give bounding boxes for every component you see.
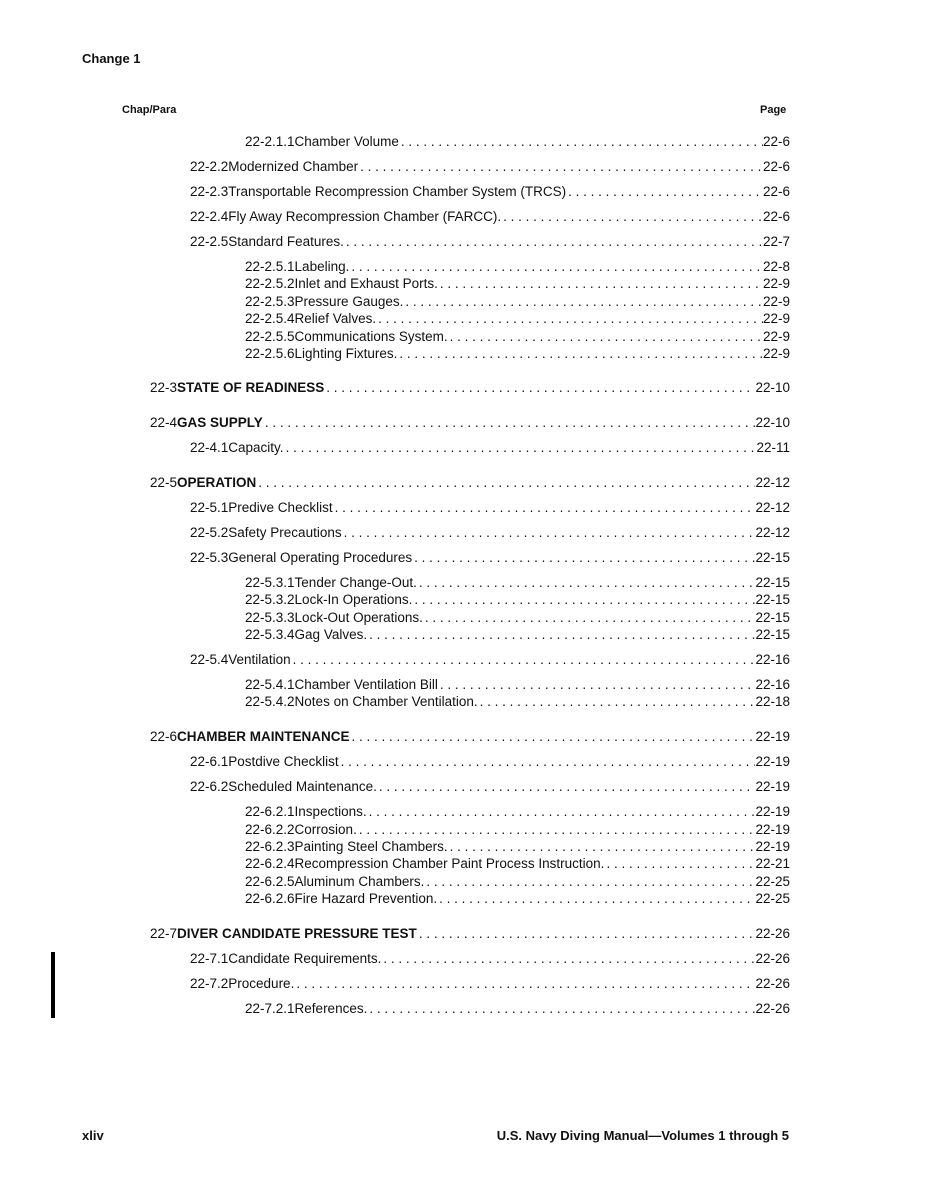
toc-entry-page: 22-10 — [755, 380, 790, 395]
toc-entry-title: Corrosion. — [294, 822, 357, 837]
toc-entry-number: 22-5.4.2 — [245, 694, 295, 709]
toc-entry-title: Modernized Chamber — [228, 159, 359, 174]
toc-entry-page: 22-16 — [755, 677, 790, 692]
dot-leader — [412, 591, 755, 609]
dot-leader — [367, 626, 755, 644]
toc-entry-title: Chamber Volume — [294, 134, 399, 149]
toc-entry-number: 22-2.5 — [190, 234, 229, 249]
dot-leader — [367, 1000, 755, 1018]
toc-entry-number: 22-6.2.5 — [245, 874, 295, 889]
toc-entry-page: 22-19 — [755, 839, 790, 854]
dot-leader — [399, 133, 763, 151]
toc-entry-page: 22-12 — [755, 475, 790, 490]
toc-entry[interactable] — [150, 474, 790, 492]
toc-entry-number: 22-5.3 — [190, 550, 229, 565]
footer-title: U.S. Navy Diving Manual—Volumes 1 through 5 — [496, 1128, 789, 1143]
toc-entry-title: Labeling. — [294, 259, 350, 274]
toc-entry-number: 22-6.1 — [190, 754, 229, 769]
dot-leader — [350, 728, 756, 746]
toc-entry-page: 22-19 — [755, 804, 790, 819]
toc-entry[interactable] — [245, 676, 790, 694]
toc-entry-title: Lock-Out Operations. — [294, 610, 423, 625]
toc-entry-title: Procedure. — [228, 976, 295, 991]
toc-entry-page: 22-9 — [762, 276, 790, 291]
toc-entry-title: OPERATION — [177, 475, 257, 490]
toc-entry-title: Relief Valves. — [294, 311, 377, 326]
dot-leader — [367, 803, 756, 821]
toc-entry-title: DIVER CANDIDATE PRESSURE TEST — [177, 926, 417, 941]
dot-leader — [357, 821, 756, 839]
toc-entry-page: 22-15 — [755, 575, 790, 590]
toc-entry-title: Pressure Gauges. — [294, 294, 404, 309]
dot-leader — [381, 950, 755, 968]
toc-entry-title: Aluminum Chambers. — [294, 874, 425, 889]
toc-entry-title: Fire Hazard Prevention. — [294, 891, 438, 906]
toc-entry[interactable] — [245, 310, 790, 328]
toc-entry-title: Notes on Chamber Ventilation. — [294, 694, 478, 709]
toc-entry-number: 22-4.1 — [190, 440, 229, 455]
toc-entry-number: 22-4 — [150, 415, 178, 430]
toc-entry[interactable] — [190, 233, 790, 251]
toc-entry-number: 22-6 — [150, 729, 178, 744]
toc-entry[interactable] — [245, 345, 790, 363]
dot-leader — [448, 838, 756, 856]
dot-leader — [438, 676, 756, 694]
toc-entry-page: 22-15 — [755, 550, 790, 565]
toc-entry-number: 22-7.2 — [190, 976, 229, 991]
toc-entry-number: 22-2.5.6 — [245, 346, 295, 361]
dot-leader — [333, 499, 756, 517]
dot-leader — [448, 328, 763, 346]
dot-leader — [478, 693, 756, 711]
toc-entry-number: 22-5.3.3 — [245, 610, 295, 625]
toc-entry-page: 22-6 — [762, 209, 790, 224]
toc-entry[interactable] — [190, 549, 790, 567]
toc-entry-title: Scheduled Maintenance. — [228, 779, 377, 794]
toc-entry-page: 22-15 — [755, 610, 790, 625]
dot-leader — [256, 474, 755, 492]
toc-entry[interactable] — [190, 499, 790, 517]
toc-entry-page: 22-21 — [755, 856, 790, 871]
toc-entry-title: Transportable Recompression Chamber System (TRCS) — [228, 184, 567, 199]
toc-entry-number: 22-5.3.4 — [245, 627, 295, 642]
toc-entry[interactable] — [245, 1000, 790, 1018]
dot-leader — [376, 310, 763, 328]
toc-entry-number: 22-2.1.1 — [245, 134, 295, 149]
toc-entry-page: 22-19 — [755, 779, 790, 794]
toc-entry-title: Communications System. — [294, 329, 448, 344]
toc-entry-number: 22-7.2.1 — [245, 1001, 295, 1016]
toc-entry-page: 22-19 — [755, 729, 790, 744]
footer-page-number: xliv — [82, 1128, 104, 1143]
toc-entry-page: 22-26 — [755, 976, 790, 991]
toc-entry-title: Lock-In Operations. — [294, 592, 413, 607]
toc-entry-page: 22-25 — [755, 874, 790, 889]
toc-entry[interactable] — [245, 838, 790, 856]
change-bar — [51, 952, 55, 1018]
toc-entry[interactable] — [150, 379, 790, 397]
dot-leader — [344, 233, 763, 251]
dot-leader — [263, 414, 756, 432]
toc-entry[interactable] — [245, 293, 790, 311]
toc-entry[interactable] — [245, 890, 790, 908]
toc-entry-title: General Operating Procedures — [228, 550, 413, 565]
toc-entry-number: 22-6.2.4 — [245, 856, 295, 871]
toc-entry-title: References. — [294, 1001, 368, 1016]
toc-entry-title: GAS SUPPLY — [177, 415, 263, 430]
dot-leader — [417, 925, 756, 943]
toc-entry-number: 22-5.3.2 — [245, 592, 295, 607]
toc-entry[interactable] — [245, 258, 790, 276]
toc-entry-title: Standard Features. — [228, 234, 344, 249]
dot-leader — [377, 778, 756, 796]
toc-entry-page: 22-15 — [755, 592, 790, 607]
toc-entry-page: 22-26 — [755, 951, 790, 966]
toc-entry-title: Ventilation — [228, 652, 291, 667]
toc-entry-title: Candidate Requirements. — [228, 951, 382, 966]
toc-entry-page: 22-7 — [762, 234, 790, 249]
toc-entry-page: 22-6 — [762, 184, 790, 199]
chap-para-column-heading: Chap/Para — [122, 104, 177, 116]
toc-entry[interactable] — [245, 275, 790, 293]
toc-entry-page: 22-9 — [762, 311, 790, 326]
toc-entry[interactable] — [245, 328, 790, 346]
toc-entry-number: 22-6.2.1 — [245, 804, 295, 819]
dot-leader — [358, 158, 763, 176]
toc-entry[interactable] — [190, 183, 790, 201]
toc-entry-page: 22-9 — [762, 294, 790, 309]
toc-entry-number: 22-2.5.1 — [245, 259, 295, 274]
toc-entry[interactable] — [245, 821, 790, 839]
toc-entry[interactable] — [190, 651, 790, 669]
toc-entry[interactable] — [190, 950, 790, 968]
toc-entry[interactable] — [245, 591, 790, 609]
toc-entry-number: 22-5 — [150, 475, 178, 490]
toc-entry-title: Inspections. — [294, 804, 367, 819]
toc-entry-page: 22-15 — [755, 627, 790, 642]
toc-entry[interactable] — [150, 728, 790, 746]
dot-leader — [291, 651, 756, 669]
toc-entry-title: Fly Away Recompression Chamber (FARCC). — [228, 209, 502, 224]
toc-entry[interactable] — [190, 753, 790, 771]
toc-entry-number: 22-6.2 — [190, 779, 229, 794]
toc-entry-page: 22-11 — [756, 440, 790, 455]
toc-entry[interactable] — [245, 803, 790, 821]
dot-leader — [324, 379, 755, 397]
toc-entry-page: 22-12 — [755, 500, 790, 515]
toc-entry-title: CHAMBER MAINTENANCE — [177, 729, 350, 744]
toc-entry[interactable] — [245, 693, 790, 711]
toc-entry[interactable] — [245, 574, 790, 592]
toc-entry-title: Capacity. — [228, 440, 284, 455]
dot-leader — [566, 183, 763, 201]
toc-entry-title: STATE OF READINESS — [177, 380, 325, 395]
toc-entry-title: Postdive Checklist — [228, 754, 339, 769]
toc-entry[interactable] — [190, 778, 790, 796]
dot-leader — [423, 609, 756, 627]
toc-entry-number: 22-2.5.4 — [245, 311, 295, 326]
toc-entry[interactable] — [245, 873, 790, 891]
dot-leader — [342, 524, 756, 542]
toc-entry-page: 22-26 — [755, 926, 790, 941]
dot-leader — [403, 293, 763, 311]
toc-entry[interactable] — [150, 414, 790, 432]
toc-entry-title: Lighting Fixtures. — [294, 346, 398, 361]
dot-leader — [294, 975, 755, 993]
toc-entry-number: 22-5.2 — [190, 525, 229, 540]
toc-entry-title: Chamber Ventilation Bill — [294, 677, 438, 692]
toc-entry-page: 22-12 — [755, 525, 790, 540]
toc-entry-number: 22-2.3 — [190, 184, 229, 199]
toc-entry[interactable] — [190, 975, 790, 993]
toc-entry-title: Predive Checklist — [228, 500, 333, 515]
dot-leader — [437, 890, 755, 908]
dot-leader — [417, 574, 756, 592]
toc-entry-page: 22-16 — [755, 652, 790, 667]
toc-entry-page: 22-6 — [762, 159, 790, 174]
dot-leader — [438, 275, 763, 293]
toc-entry[interactable] — [150, 925, 790, 943]
dot-leader — [284, 439, 757, 457]
toc-entry-number: 22-5.1 — [190, 500, 229, 515]
toc-entry-page: 22-9 — [762, 329, 790, 344]
dot-leader — [424, 873, 755, 891]
dot-leader — [604, 855, 755, 873]
toc-entry[interactable] — [190, 158, 790, 176]
toc-entry[interactable] — [245, 609, 790, 627]
toc-entry-title: Inlet and Exhaust Ports. — [294, 276, 438, 291]
dot-leader — [397, 345, 763, 363]
toc-entry-title: Gag Valves. — [294, 627, 368, 642]
toc-entry-number: 22-3 — [150, 380, 178, 395]
dot-leader — [339, 753, 756, 771]
toc-entry-number: 22-6.2.2 — [245, 822, 295, 837]
toc-entry-title: Recompression Chamber Paint Process Instruction. — [294, 856, 605, 871]
toc-entry-number: 22-6.2.6 — [245, 891, 295, 906]
toc-entry-number: 22-2.4 — [190, 209, 229, 224]
toc-entry-page: 22-6 — [762, 134, 790, 149]
dot-leader — [349, 258, 763, 276]
toc-entry-page: 22-18 — [755, 694, 790, 709]
toc-entry-page: 22-9 — [762, 346, 790, 361]
toc-entry-number: 22-6.2.3 — [245, 839, 295, 854]
toc-entry-page: 22-25 — [755, 891, 790, 906]
toc-entry[interactable] — [245, 626, 790, 644]
toc-entry[interactable] — [245, 855, 790, 873]
toc-entry-number: 22-7 — [150, 926, 178, 941]
toc-entry[interactable] — [190, 208, 790, 226]
dot-leader — [501, 208, 763, 226]
toc-entry-number: 22-7.1 — [190, 951, 229, 966]
toc-entry[interactable] — [245, 133, 790, 151]
toc-entry-page: 22-8 — [762, 259, 790, 274]
toc-entry-number: 22-5.4.1 — [245, 677, 295, 692]
toc-entry-number: 22-2.5.3 — [245, 294, 295, 309]
toc-entry-number: 22-5.4 — [190, 652, 229, 667]
toc-entry-title: Tender Change-Out. — [294, 575, 417, 590]
dot-leader — [412, 549, 755, 567]
toc-entry-title: Painting Steel Chambers. — [294, 839, 448, 854]
toc-entry[interactable] — [190, 439, 790, 457]
toc-entry-number: 22-2.5.2 — [245, 276, 295, 291]
page-column-heading: Page — [760, 104, 787, 116]
toc-entry-number: 22-5.3.1 — [245, 575, 295, 590]
change-label: Change 1 — [82, 51, 141, 66]
toc-entry-number: 22-2.2 — [190, 159, 229, 174]
toc-entry-title: Safety Precautions — [228, 525, 342, 540]
toc-entry-page: 22-19 — [755, 754, 790, 769]
toc-entry-number: 22-2.5.5 — [245, 329, 295, 344]
toc-entry[interactable] — [190, 524, 790, 542]
toc-entry-page: 22-10 — [755, 415, 790, 430]
toc-entry-page: 22-26 — [755, 1001, 790, 1016]
toc-entry-page: 22-19 — [755, 822, 790, 837]
